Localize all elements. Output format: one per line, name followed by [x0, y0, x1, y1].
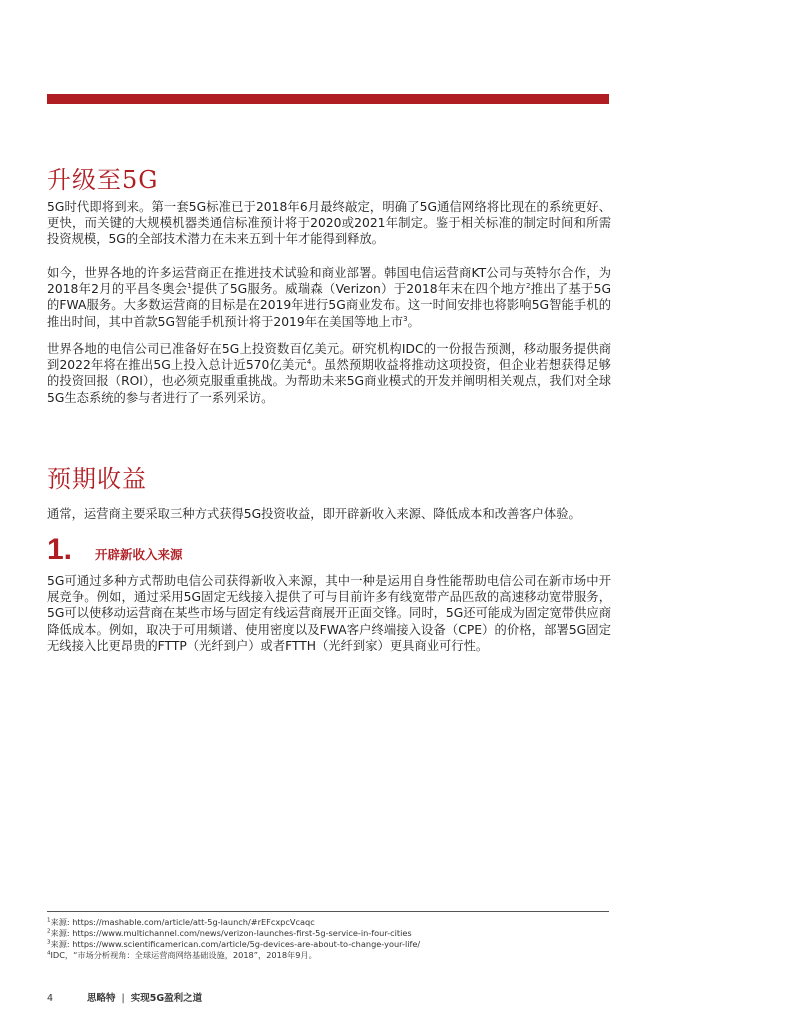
header-accent-bar — [47, 94, 609, 104]
footnote-1: $^1$来源: https://mashable.com/article/att-5g-launch/#rEFcxpcVcaqc — [47, 917, 315, 927]
footer-brand: 思略特 — [87, 993, 116, 1004]
footer-doc-title: 实现5G盈利之道 — [130, 993, 203, 1004]
footnote-ref-1[interactable]: 1 — [187, 282, 192, 291]
paragraph-investment: 世界各地的电信公司已准备好在5G上投资数百亿美元。研究机构IDC的一份报告预测，移动服务提供商到2022年将在推出5G上投入总计近570亿美元$^4$。虽然预期收益将推动这项投资，但企业若想获得足够的投资回报（ROI），也必须克服重重挑战。为帮助未来5G商业模式的开发并阐明相关观点，我们对全球5G生态系统的参与者进行了一系列采访。 — [47, 342, 611, 405]
footnote-2: $^2$来源: https://www.multichannel.com/news/verizon-launches-first-5g-service-in-four-cities — [47, 928, 412, 938]
subsection-title: 开辟新收入来源 — [95, 547, 183, 562]
footnote-ref-3[interactable]: 3 — [403, 314, 408, 323]
paragraph-5g-era: 5G时代即将到来。第一套5G标准已于2018年6月最终敲定，明确了5G通信网络将比现在的系统更好、更快，而关键的大规模机器类通信标准预计将于2020或2021年制定。鉴于相关标准的制定时间和所需投资规模，5G的全部技术潜力在未来五到十年才能得到释放。 — [47, 200, 611, 247]
subsection-number: 1. — [47, 533, 73, 566]
page-footer — [47, 990, 202, 1004]
footnote-ref-4[interactable]: 4 — [306, 358, 312, 367]
footnote-ref-2[interactable]: 2 — [525, 282, 531, 291]
paragraph-returns-intro: 通常，运营商主要采取三种方式获得5G投资收益，即开辟新收入来源、降低成本和改善客户体验。 — [47, 507, 581, 521]
section-heading-expected-returns: 预期收益 — [47, 465, 147, 493]
page-number: 4 — [47, 993, 54, 1004]
footer-separator: | — [121, 993, 125, 1004]
footnote-3: $^3$来源: https://www.scientificamerican.com/article/5g-devices-are-about-to-change-your-life/ — [47, 939, 421, 949]
footnotes — [47, 917, 609, 961]
paragraph-operators-deploy: 如今，世界各地的许多运营商正在推进技术试验和商业部署。韩国电信运营商KT公司与英特尔合作，为2018年2月的平昌冬奥会$^1$提供了5G服务。威瑞森（Verizon）于2018年末在四个地方$^2$推出了基于5G的FWA服务。大多数运营商的目标是在2019年进行5G商业发布。这一时间安排也将影响5G智能手机的推出时间，其中首款5G智能手机预计将于2019年在美国等地上市$^3$。 — [47, 266, 611, 329]
footnote-divider — [47, 911, 609, 912]
section-heading-upgrade: 升级至5G — [47, 166, 159, 194]
footnote-4: $^4$IDC，“市场分析视角：全球运营商网络基础设施，2018”，2018年9月。 — [47, 950, 317, 960]
paragraph-new-revenue: 5G可通过多种方式帮助电信公司获得新收入来源，其中一种是运用自身性能帮助电信公司在新市场中开展竞争。例如，通过采用5G固定无线接入提供了可与目前许多有线宽带产品匹敌的高速移动宽带服务，5G可以使移动运营商在某些市场与固定有线运营商展开正面交锋。同时，5G还可能成为固定宽带供应商降低成本。例如，取决于可用频谱、使用密度以及FWA客户终端接入设备（CPE）的价格，部署5G固定无线接入比更昂贵的FTTP（光纤到户）或者FTTH（光纤到家）更具商业可行性。 — [47, 574, 611, 653]
